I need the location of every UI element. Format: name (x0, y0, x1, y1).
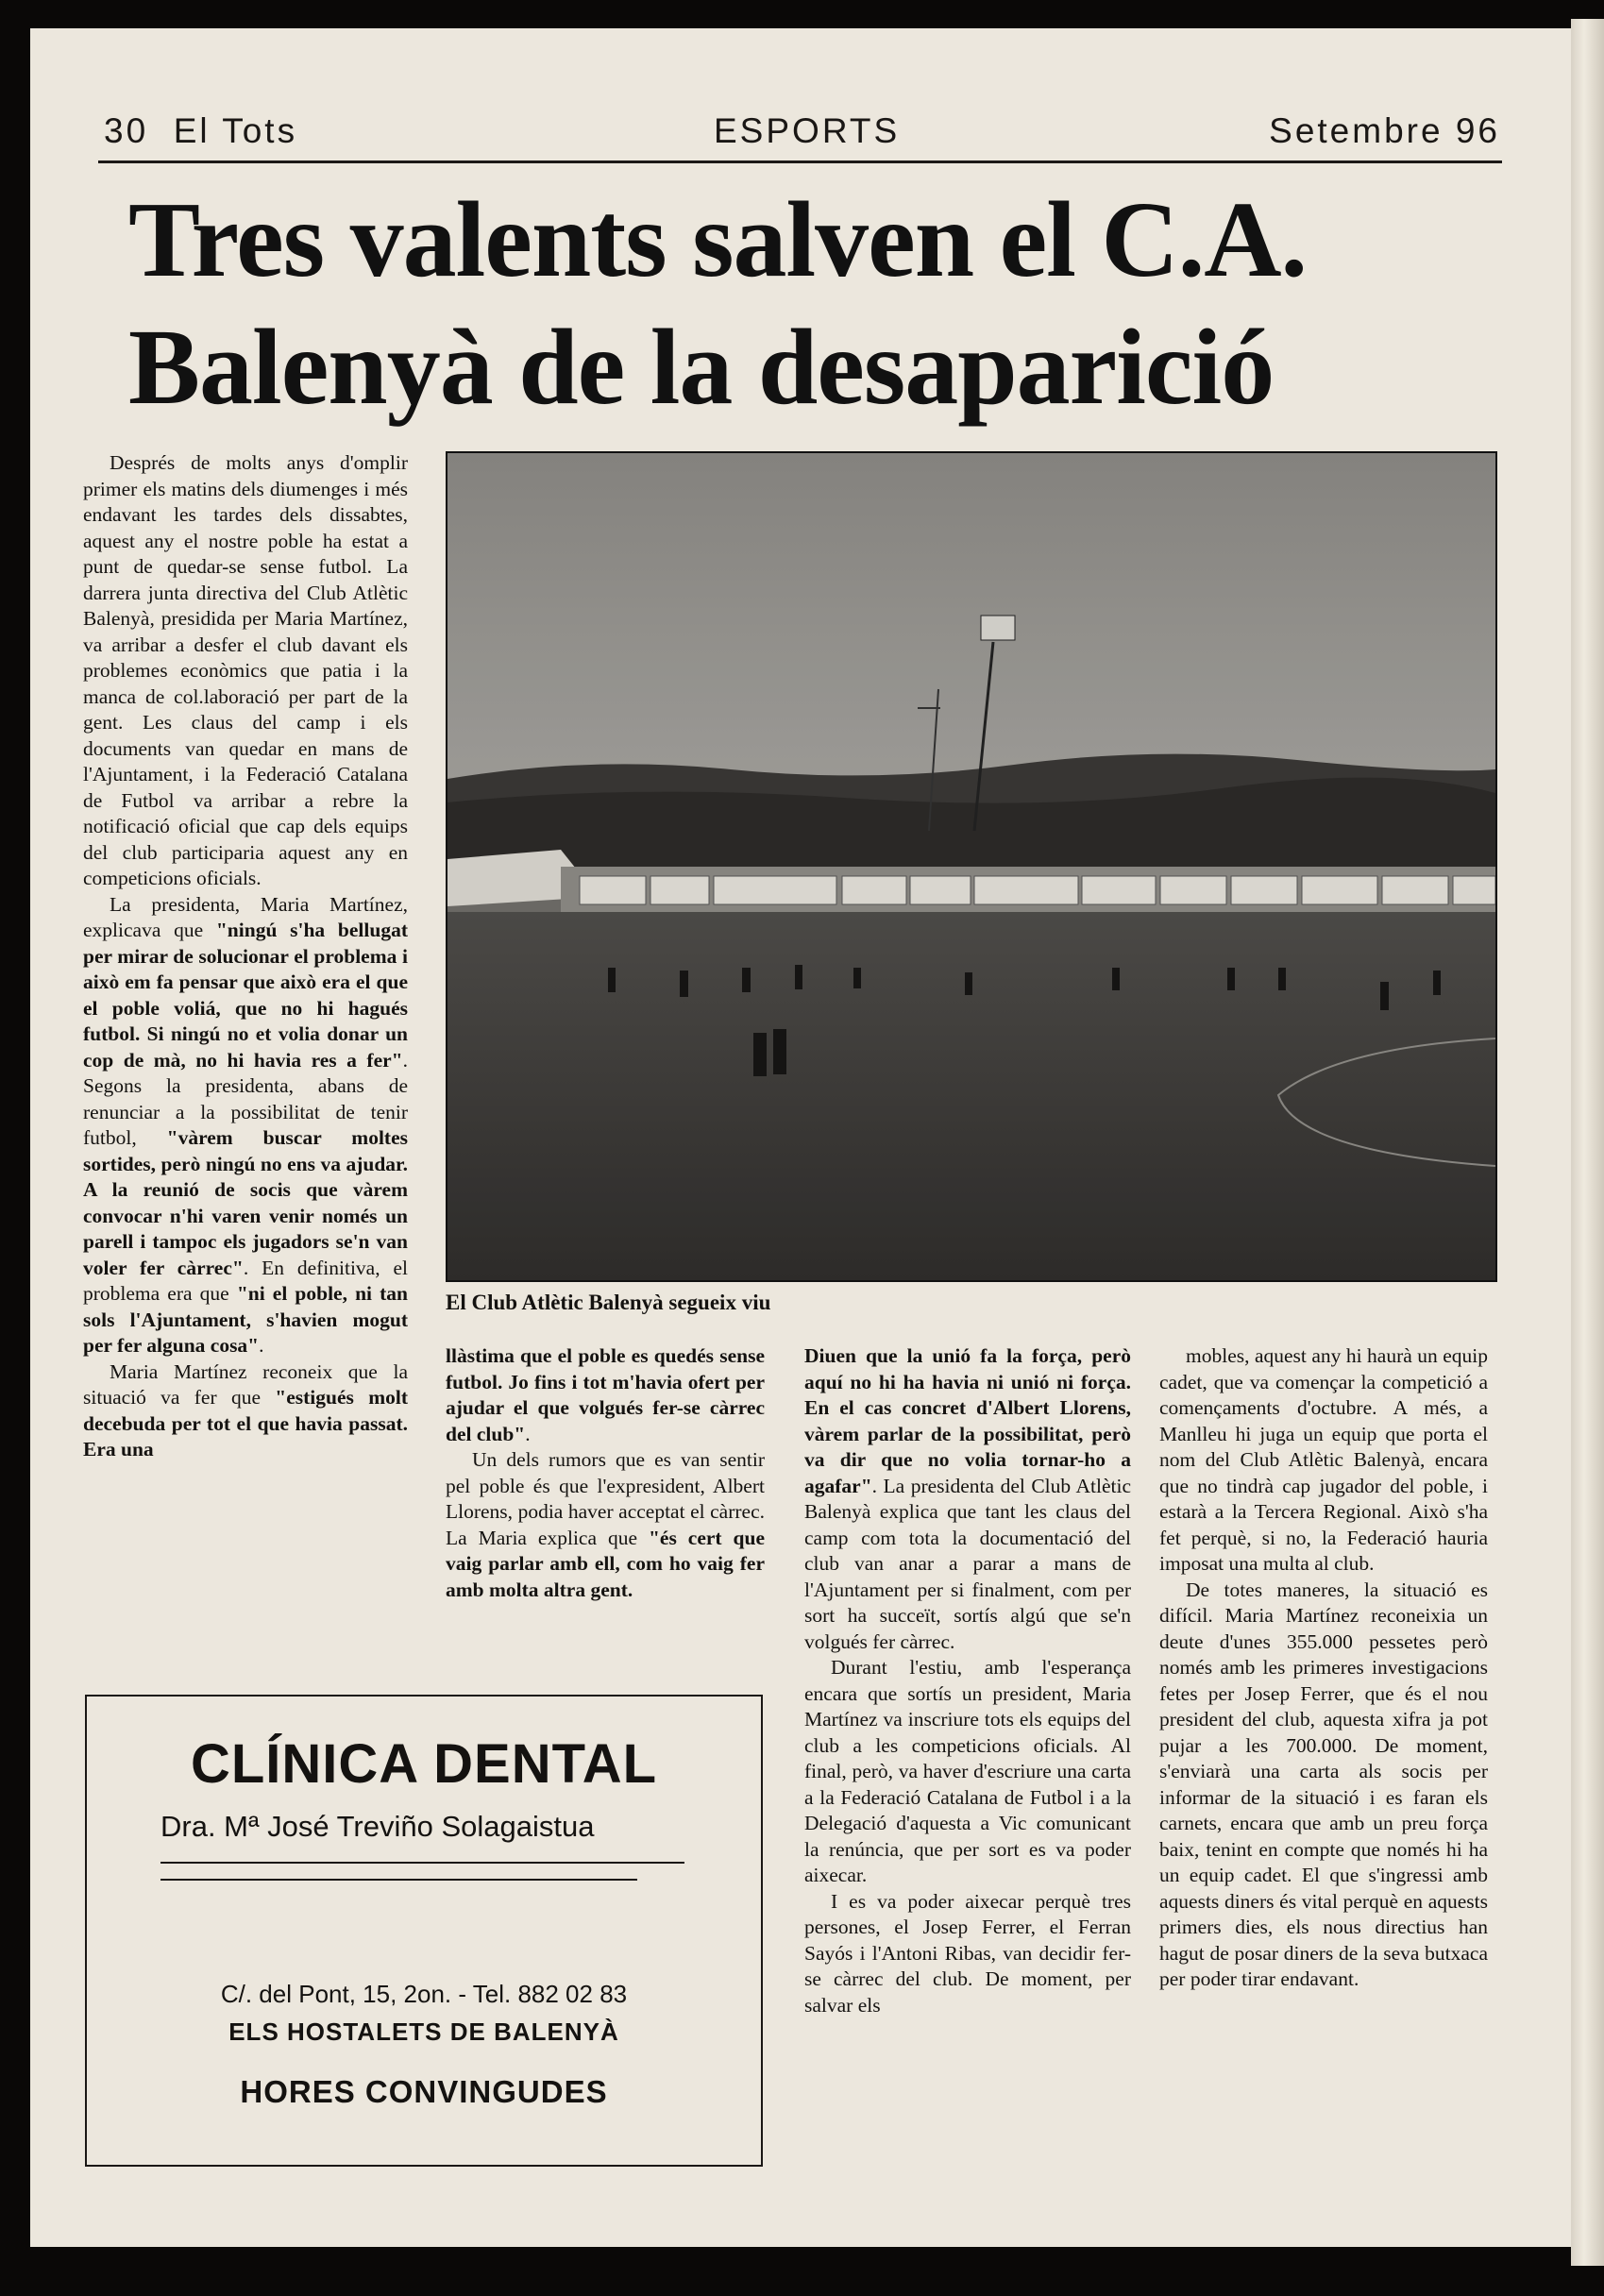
body-text: Després de molts anys d'omplir primer els matins dels diumenges i més endavant les tardes dels dissabtes, aquest any el nostre poble ha estat a punt de quedar-se sense futbol. La darrera junta directiva del Club Atlètic Balenyà, presidida per Maria Martínez, va arribar a desfer el club davant els problemes econòmics que patia i la manca de col.laboració per part de la gent. Les claus del camp i els documents van quedar en mans de l'Ajuntament, i la Federació Catalana de Futbol va arribar a rebre la notificació oficial que cap dels equips del club participaria aquest any en competicions oficials. (83, 451, 408, 889)
dental-clinic-ad (85, 1695, 763, 2167)
body-text: Un dels rumors que es van sentir pel poble és que l'expresident, Albert Llorens, podia haver acceptat el càrrec. La Maria explica que (446, 1448, 765, 1549)
quote-text: Diuen que la unió fa la força, però aquí no hi ha havia ni unió ni força. En el cas concret d'Albert Llorens, vàrem parlar de la possibilitat, però va dir que no volia tornar-ho a agafar" (804, 1344, 1131, 1497)
quote-text: "ningú s'ha bellugat per mirar de solucionar el problema i això em fa pensar que això era el que el poble voliá, que no hi hagués futbol. Si ningú no et volia donar un cop de mà, no hi havia res a fer" (83, 919, 408, 1072)
quote-text: "ni el poble, ni tan sols l'Ajuntament, s'havien mogut per fer alguna cosa" (83, 1282, 408, 1357)
article-paragraph (804, 1343, 1131, 1655)
header-divider (98, 160, 1502, 163)
ad-doctor-name: Dra. Mª José Treviño Solagaistua (160, 1810, 595, 1843)
photo-illustration (447, 453, 1495, 1280)
article-column-3 (804, 1343, 1131, 2018)
article-paragraph (83, 450, 408, 892)
article-headline (128, 176, 1507, 430)
article-paragraph (1159, 1578, 1488, 1993)
ad-town: ELS HOSTALETS DE BALENYÀ (228, 2017, 619, 2046)
body-text: . (259, 1334, 264, 1357)
body-text: Durant l'estiu, amb l'esperança encara que sortís un president, Maria Martínez va inscriure tots els equips del club a les competicions oficials. Al final, però, va haver d'escriure una carta a la Federació Catalana de Futbol i a la Delegació d'aquesta a Vic comunicant la renúncia, que per sort es va poder aixecar. (804, 1656, 1131, 1886)
article-column-1 (83, 450, 408, 1463)
article-paragraph (83, 1359, 408, 1463)
body-text: La presidenta, Maria Martínez, explicava que (83, 892, 408, 941)
quote-text: "és cert que vaig parlar amb ell, com ho vaig fer amb molta altra gent. (446, 1526, 765, 1601)
ad-hours: HORES CONVINGUDES (240, 2074, 608, 2109)
photo-caption: El Club Atlètic Balenyà segueix viu (446, 1291, 771, 1314)
ad-divider (160, 1879, 637, 1881)
quote-text: llàstima que el poble es quedés sense futbol. Jo fins i tot m'havia ofert per ajudar el que volgués fer-se càrrec del club" (446, 1344, 765, 1445)
headline-line-1: Tres valents salven el C.A. (128, 179, 1308, 299)
article-column-4 (1159, 1343, 1488, 1993)
article-paragraph (1159, 1343, 1488, 1578)
ad-divider (160, 1862, 684, 1864)
article-paragraph (804, 1655, 1131, 1889)
article-paragraph (446, 1447, 765, 1603)
quote-text: "estigués molt decebuda per tot el que havia passat. Era una (83, 1386, 408, 1460)
article-column-2 (446, 1343, 765, 1603)
body-text: . La presidenta del Club Atlètic Balenyà explica que tant les claus del camp com tota la documentació del club van anar a parar a mans de l'Ajuntament per si finalment, com per sort ha succeït, sortís algú que se'n volgués fer càrrec. (804, 1474, 1131, 1653)
issue-date: Setembre 96 (1269, 111, 1500, 150)
body-text: Maria Martínez reconeix que la situació va fer que (83, 1359, 408, 1409)
ad-title: CLÍNICA DENTAL (190, 1733, 658, 1795)
body-text: De totes maneres, la situació es difícil. Maria Martínez reconeixia un deute d'unes 355.000 pessetes però només amb les primeres investigacions fetes per Josep Ferrer, que és el nou president del club, aquesta xifra ja pot pujar a les 700.000. De moment, s'enviarà una carta als socis per informar de la situació i es faran els carnets, encara que amb un preu força baix, tenint en compte que només hi ha un equip cadet. El que s'ingressi amb aquests diners és vital perquè en aquests primers dies, els nous directius han hagut de posar diners de la seva butxaca per poder tirar endavant. (1159, 1578, 1488, 1990)
page-number-publication: 30 El Tots (104, 111, 298, 150)
headline-line-2: Balenyà de la desaparició (128, 307, 1275, 427)
ad-address: C/. del Pont, 15, 2on. - Tel. 882 02 83 (220, 1980, 628, 2008)
article-paragraph (446, 1343, 765, 1447)
body-text: I es va poder aixecar perquè tres persones, el Josep Ferrer, el Ferran Sayós i l'Antoni Ribas, van decidir fer-se càrrec del club. De moment, per salvar els (804, 1889, 1131, 2017)
section-title: ESPORTS (714, 111, 901, 150)
body-text: . Segons la presidenta, abans de renunciar a la possibilitat de tenir futbol, (83, 1048, 408, 1149)
next-page-edge (1571, 19, 1604, 2266)
body-text: . (525, 1422, 531, 1445)
body-text: mobles, aquest any hi haurà un equip cadet, que va començar la competició a començaments d'octubre. A més, a Manlleu hi juga un equip que porta el nom del Club Atlètic Balenyà, encara que no tindrà cap jugador del poble, i estarà a la Tercera Regional. Això s'ha fet perquè, si no, la Federació hauria imposat una multa al club. (1159, 1344, 1488, 1575)
article-paragraph (804, 1889, 1131, 2019)
body-text: . En definitiva, el problema era que (83, 1256, 408, 1305)
football-field-photo (446, 451, 1497, 1282)
quote-text: "vàrem buscar moltes sortides, però ningú no ens va ajudar. A la reunió de socis que vàrem convocar n'hi varen venir només un parell i tampoc els jugadors se'n van voler fer càrrec" (83, 1126, 408, 1279)
article-paragraph (83, 892, 408, 1359)
